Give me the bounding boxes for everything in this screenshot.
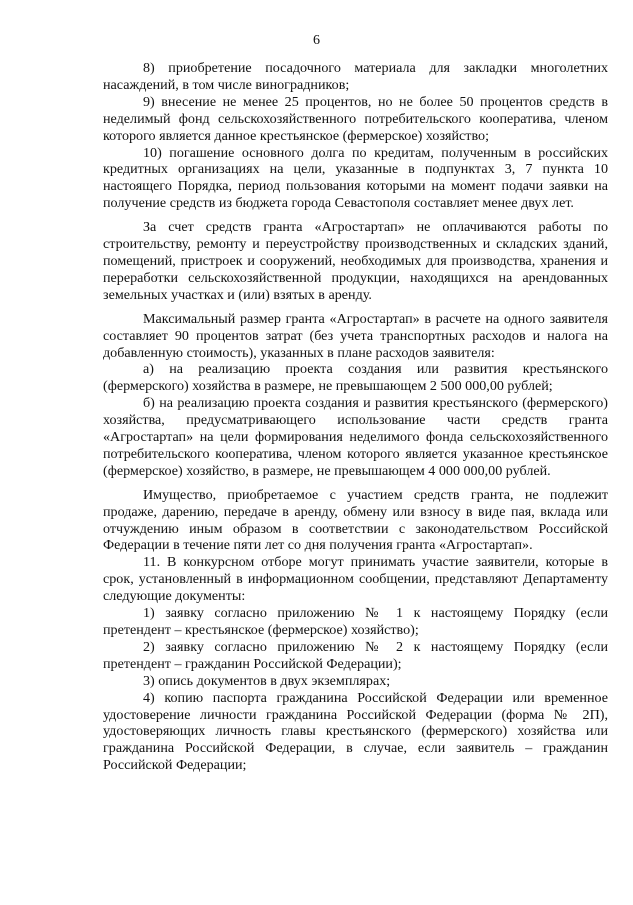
paragraph-doc-2: 2) заявку согласно приложению № 2 к настоящему Порядку (если претендент – гражданин Российской Федерации);	[103, 638, 608, 672]
paragraph-item-8: 8) приобретение посадочного материала для закладки многолетних насаждений, в том числе виноградников;	[103, 60, 608, 93]
page-number: 6	[313, 33, 320, 48]
paragraph-property-restrictions: Имущество, приобретаемое с участием средств гранта, не подлежит продаже, дарению, передаче в аренду, обмену или взносу в виде пая, вклада или отчуждению иным образом в соответствии с законодательством Российской Федерации в течение пяти лет со дня получения гранта «Агростартап».	[103, 486, 608, 554]
paragraph-option-b: б) на реализацию проекта создания и развития крестьянского (фермерского) хозяйства, предусматривающего использование части средств гранта «Агростартап» на цели формирования неделимого фонда сельскохозяйственного потребительского кооператива, членом которого является указанное крестьянское (фермерское) хозяйство, в размере, не превышающем 4 000 000,00 рублей.	[103, 395, 608, 479]
paragraph-item-10: 10) погашение основного долга по кредитам, полученным в российских кредитных организациях на цели, указанные в подпунктах 3, 7 пункта 10 настоящего Порядка, период пользования которыми на момент подачи заявки на получение средств из бюджета города Севастополя составляет менее двух лет.	[103, 144, 608, 212]
paragraph-max-grant: Максимальный размер гранта «Агростартап» в расчете на одного заявителя составляет 90 процентов затрат (без учета транспортных расходов и налога на добавленную стоимость), указанных в плане расходов заявителя:	[103, 310, 608, 361]
paragraph-doc-1: 1) заявку согласно приложению № 1 к настоящему Порядку (если претендент – крестьянское (фермерское) хозяйство);	[103, 605, 608, 638]
paragraph-doc-4: 4) копию паспорта гражданина Российской Федерации или временное удостоверение личности гражданина Российской Федерации (форма № 2П), удостоверяющих личность главы крестьянского (фермерского) хозяйства или гражданина Российской Федерации, в случае, если заявитель – гражданин Российской Федерации;	[103, 689, 608, 774]
document-body	[103, 60, 608, 774]
paragraph-section-11: 11. В конкурсном отборе могут принимать участие заявители, которые в срок, установленный в информационном сообщении, представляют Департаменту следующие документы:	[103, 554, 608, 605]
paragraph-item-9: 9) внесение не менее 25 процентов, но не более 50 процентов средств в неделимый фонд сельскохозяйственного потребительского кооператива, членом которого является данное крестьянское (фермерское) хозяйство;	[103, 93, 608, 144]
paragraph-option-a: а) на реализацию проекта создания или развития крестьянского (фермерского) хозяйства в размере, не превышающем 2 500 000,00 рублей;	[103, 361, 608, 395]
paragraph-grant-exclusions: За счет средств гранта «Агростартап» не оплачиваются работы по строительству, ремонту и переустройству производственных и складских зданий, помещений, пристроек и сооружений, необходимых для производства, хранения и переработки сельскохозяйственной продукции, находящихся на арендованных земельных участках и (или) взятых в аренду.	[103, 219, 608, 303]
paragraph-doc-3: 3) опись документов в двух экземплярах;	[143, 672, 391, 689]
